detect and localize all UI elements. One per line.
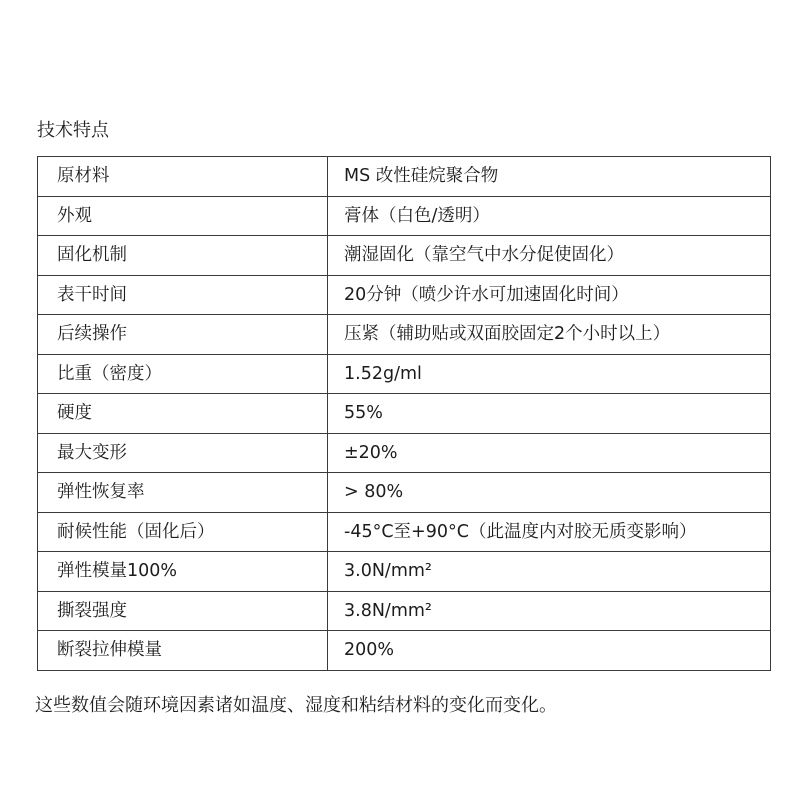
spec-label: 撕裂强度: [38, 591, 328, 631]
spec-value: 压紧（辅助贴或双面胶固定2个小时以上）: [328, 315, 771, 355]
table-row: [38, 394, 771, 434]
spec-label: 最大变形: [38, 433, 328, 473]
spec-label: 硬度: [38, 394, 328, 434]
table-row: [38, 552, 771, 592]
table-row: [38, 591, 771, 631]
spec-label: 比重（密度）: [38, 354, 328, 394]
spec-value: 3.0N/mm²: [328, 552, 771, 592]
table-row: [38, 512, 771, 552]
spec-label: 表干时间: [38, 275, 328, 315]
spec-label: 弹性恢复率: [38, 473, 328, 513]
spec-value: MS 改性硅烷聚合物: [328, 157, 771, 197]
table-row: [38, 354, 771, 394]
table-row: [38, 433, 771, 473]
section-title: 技术特点: [37, 120, 109, 141]
spec-table: [37, 156, 771, 671]
table-row: [38, 473, 771, 513]
spec-value: 20分钟（喷少许水可加速固化时间）: [328, 275, 771, 315]
spec-label: 弹性模量100%: [38, 552, 328, 592]
spec-value: 55%: [328, 394, 771, 434]
spec-value: ±20%: [328, 433, 771, 473]
spec-value: 200%: [328, 631, 771, 671]
spec-label: 耐候性能（固化后）: [38, 512, 328, 552]
table-row: [38, 631, 771, 671]
spec-value: 潮湿固化（靠空气中水分促使固化）: [328, 236, 771, 276]
spec-value: -45°C至+90°C（此温度内对胶无质变影响）: [328, 512, 771, 552]
table-row: [38, 315, 771, 355]
spec-value: 3.8N/mm²: [328, 591, 771, 631]
spec-value: > 80%: [328, 473, 771, 513]
table-row: [38, 236, 771, 276]
spec-label: 后续操作: [38, 315, 328, 355]
table-row: [38, 275, 771, 315]
table-row: [38, 196, 771, 236]
spec-label: 固化机制: [38, 236, 328, 276]
spec-label: 断裂拉伸模量: [38, 631, 328, 671]
table-row: [38, 157, 771, 197]
spec-label: 外观: [38, 196, 328, 236]
spec-label: 原材料: [38, 157, 328, 197]
spec-value: 1.52g/ml: [328, 354, 771, 394]
spec-value: 膏体（白色/透明）: [328, 196, 771, 236]
footer-note: 这些数值会随环境因素诸如温度、湿度和粘结材料的变化而变化。: [35, 695, 557, 716]
